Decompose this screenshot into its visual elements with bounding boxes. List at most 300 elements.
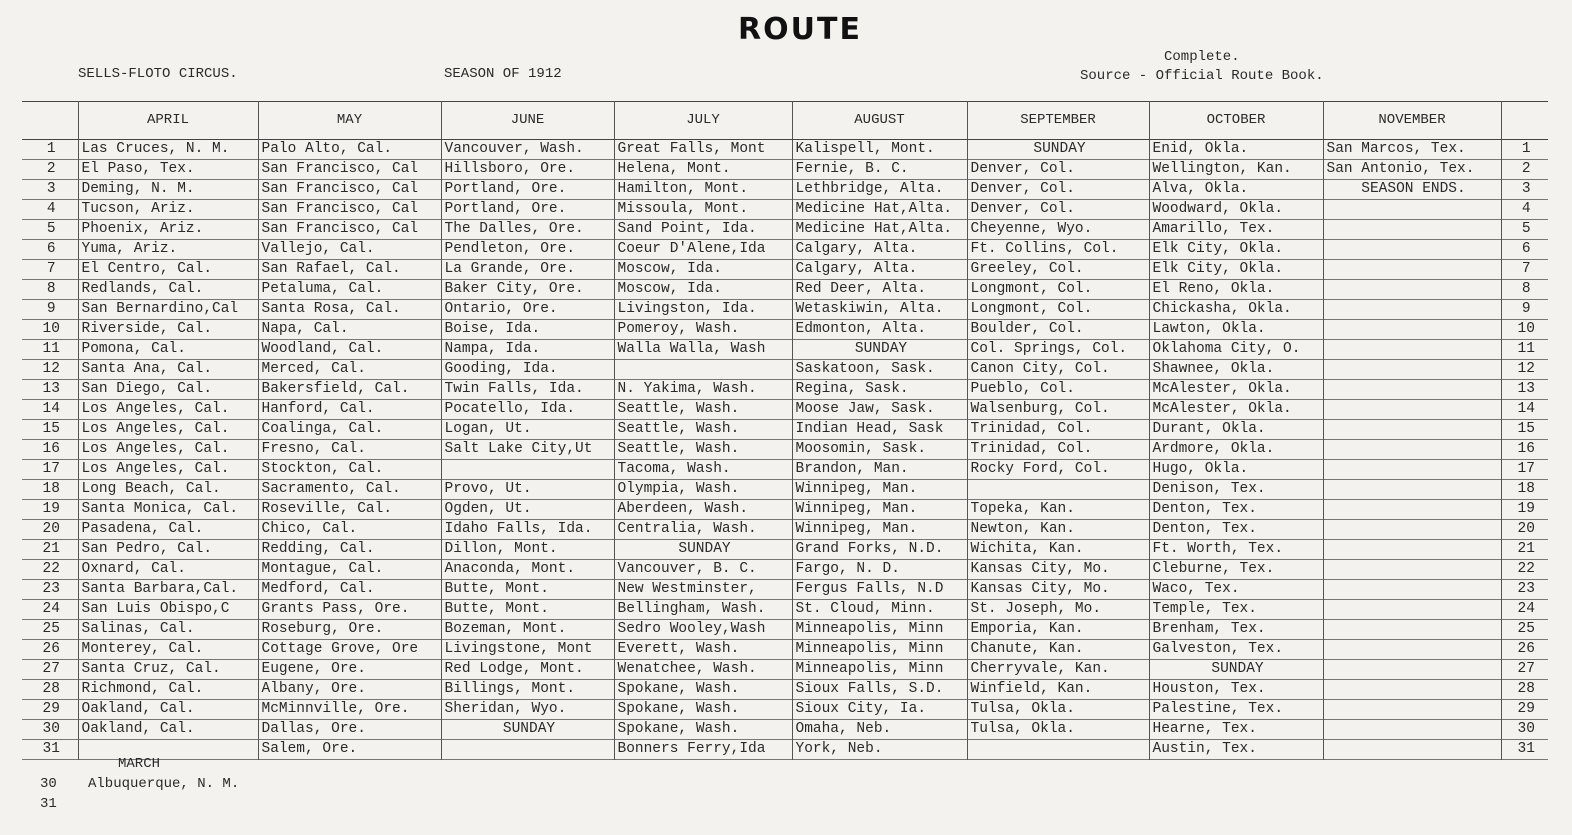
cell-july: Spokane, Wash. bbox=[614, 720, 792, 740]
table-row bbox=[22, 620, 1548, 640]
cell-august: Kalispell, Mont. bbox=[792, 140, 967, 160]
cell-august: Winnipeg, Man. bbox=[792, 520, 967, 540]
cell-august: Calgary, Alta. bbox=[792, 260, 967, 280]
table-row bbox=[22, 500, 1548, 520]
cell-april: Riverside, Cal. bbox=[78, 320, 258, 340]
cell-august: Moosomin, Sask. bbox=[792, 440, 967, 460]
cell-june: Ogden, Ut. bbox=[441, 500, 614, 520]
cell-august: York, Neb. bbox=[792, 740, 967, 760]
cell-june: Butte, Mont. bbox=[441, 600, 614, 620]
cell-july: Sand Point, Ida. bbox=[614, 220, 792, 240]
table-row bbox=[22, 480, 1548, 500]
cell-september: Tulsa, Okla. bbox=[967, 720, 1149, 740]
month-header-september: SEPTEMBER bbox=[967, 102, 1149, 140]
cell-august: Minneapolis, Minn bbox=[792, 660, 967, 680]
table-row bbox=[22, 720, 1548, 740]
march-label: MARCH bbox=[118, 756, 161, 772]
cell-june: Livingstone, Mont bbox=[441, 640, 614, 660]
cell-july: Missoula, Mont. bbox=[614, 200, 792, 220]
cell-may: Montague, Cal. bbox=[258, 560, 441, 580]
cell-july: Helena, Mont. bbox=[614, 160, 792, 180]
table-row bbox=[22, 680, 1548, 700]
cell-september: Trinidad, Col. bbox=[967, 420, 1149, 440]
table-row bbox=[22, 200, 1548, 220]
cell-october: McAlester, Okla. bbox=[1149, 380, 1323, 400]
cell-april: Las Cruces, N. M. bbox=[78, 140, 258, 160]
cell-november: San Marcos, Tex. bbox=[1323, 140, 1501, 160]
cell-september: Greeley, Col. bbox=[967, 260, 1149, 280]
cell-april: Santa Barbara,Cal. bbox=[78, 580, 258, 600]
cell-september: Topeka, Kan. bbox=[967, 500, 1149, 520]
cell-june: Ontario, Ore. bbox=[441, 300, 614, 320]
cell-may: Fresno, Cal. bbox=[258, 440, 441, 460]
cell-may: Coalinga, Cal. bbox=[258, 420, 441, 440]
cell-september: Tulsa, Okla. bbox=[967, 700, 1149, 720]
table-row bbox=[22, 640, 1548, 660]
cell-october: Woodward, Okla. bbox=[1149, 200, 1323, 220]
day-number-right: 19 bbox=[1501, 500, 1548, 520]
cell-may: Eugene, Ore. bbox=[258, 660, 441, 680]
cell-may: Stockton, Cal. bbox=[258, 460, 441, 480]
cell-september: Wichita, Kan. bbox=[967, 540, 1149, 560]
cell-july: Bellingham, Wash. bbox=[614, 600, 792, 620]
cell-june bbox=[441, 460, 614, 480]
cell-august: Saskatoon, Sask. bbox=[792, 360, 967, 380]
table-row bbox=[22, 240, 1548, 260]
day-number: 29 bbox=[42, 701, 60, 717]
cell-august: Winnipeg, Man. bbox=[792, 480, 967, 500]
cell-november bbox=[1323, 380, 1501, 400]
cell-june: Vancouver, Wash. bbox=[441, 140, 614, 160]
table-row bbox=[22, 540, 1548, 560]
day-number-right: 28 bbox=[1501, 680, 1548, 700]
cell-april: El Centro, Cal. bbox=[78, 260, 258, 280]
month-header-november: NOVEMBER bbox=[1323, 102, 1501, 140]
cell-may: San Rafael, Cal. bbox=[258, 260, 441, 280]
cell-october: Denison, Tex. bbox=[1149, 480, 1323, 500]
day-number: 1 bbox=[46, 141, 56, 157]
cell-may: Redding, Cal. bbox=[258, 540, 441, 560]
cell-september: Longmont, Col. bbox=[967, 280, 1149, 300]
cell-april: Redlands, Cal. bbox=[78, 280, 258, 300]
source-note bbox=[1080, 48, 1324, 86]
day-number-right: 15 bbox=[1501, 420, 1548, 440]
route-table bbox=[22, 101, 1548, 760]
cell-may: San Francisco, Cal bbox=[258, 180, 441, 200]
march-day-number: 31 bbox=[40, 796, 57, 812]
day-number: 8 bbox=[46, 281, 56, 297]
cell-august: Minneapolis, Minn bbox=[792, 620, 967, 640]
cell-october: Lawton, Okla. bbox=[1149, 320, 1323, 340]
cell-august: Calgary, Alta. bbox=[792, 240, 967, 260]
cell-july: Tacoma, Wash. bbox=[614, 460, 792, 480]
cell-july: Moscow, Ida. bbox=[614, 260, 792, 280]
cell-november bbox=[1323, 440, 1501, 460]
cell-october: Elk City, Okla. bbox=[1149, 240, 1323, 260]
cell-june: Pendleton, Ore. bbox=[441, 240, 614, 260]
cell-june: Portland, Ore. bbox=[441, 200, 614, 220]
day-number: 20 bbox=[42, 521, 60, 537]
cell-october: Hearne, Tex. bbox=[1149, 720, 1323, 740]
cell-august: Fargo, N. D. bbox=[792, 560, 967, 580]
cell-may: Bakersfield, Cal. bbox=[258, 380, 441, 400]
cell-september: Canon City, Col. bbox=[967, 360, 1149, 380]
cell-may: Palo Alto, Cal. bbox=[258, 140, 441, 160]
day-number: 13 bbox=[42, 381, 60, 397]
table-row bbox=[22, 160, 1548, 180]
cell-may: Roseville, Cal. bbox=[258, 500, 441, 520]
day-number: 28 bbox=[42, 681, 60, 697]
page-title: ROUTE bbox=[738, 12, 862, 47]
cell-october: Brenham, Tex. bbox=[1149, 620, 1323, 640]
cell-july: Aberdeen, Wash. bbox=[614, 500, 792, 520]
day-number-right: 6 bbox=[1501, 240, 1548, 260]
cell-june: Pocatello, Ida. bbox=[441, 400, 614, 420]
cell-june: Twin Falls, Ida. bbox=[441, 380, 614, 400]
day-number-right: 21 bbox=[1501, 540, 1548, 560]
cell-july: N. Yakima, Wash. bbox=[614, 380, 792, 400]
cell-august: Indian Head, Sask bbox=[792, 420, 967, 440]
day-number-right: 30 bbox=[1501, 720, 1548, 740]
march-day-number: 30 bbox=[40, 776, 57, 792]
cell-september: Chanute, Kan. bbox=[967, 640, 1149, 660]
day-number: 7 bbox=[46, 261, 56, 277]
cell-september: Walsenburg, Col. bbox=[967, 400, 1149, 420]
table-row bbox=[22, 140, 1548, 160]
cell-november bbox=[1323, 520, 1501, 540]
cell-september: Ft. Collins, Col. bbox=[967, 240, 1149, 260]
cell-november bbox=[1323, 680, 1501, 700]
cell-july: Sedro Wooley,Wash bbox=[614, 620, 792, 640]
cell-april: Phoenix, Ariz. bbox=[78, 220, 258, 240]
day-number-right: 23 bbox=[1501, 580, 1548, 600]
cell-september: Emporia, Kan. bbox=[967, 620, 1149, 640]
cell-july: Great Falls, Mont bbox=[614, 140, 792, 160]
cell-august: Fergus Falls, N.D bbox=[792, 580, 967, 600]
cell-july: Wenatchee, Wash. bbox=[614, 660, 792, 680]
cell-september: Kansas City, Mo. bbox=[967, 580, 1149, 600]
cell-april: San Luis Obispo,C bbox=[78, 600, 258, 620]
cell-october: Ft. Worth, Tex. bbox=[1149, 540, 1323, 560]
cell-september: Kansas City, Mo. bbox=[967, 560, 1149, 580]
table-row bbox=[22, 180, 1548, 200]
table-row bbox=[22, 300, 1548, 320]
cell-april: Pasadena, Cal. bbox=[78, 520, 258, 540]
day-number-right: 17 bbox=[1501, 460, 1548, 480]
cell-october: Durant, Okla. bbox=[1149, 420, 1323, 440]
cell-october: Shawnee, Okla. bbox=[1149, 360, 1323, 380]
table-row bbox=[22, 280, 1548, 300]
day-number: 2 bbox=[46, 161, 56, 177]
month-header-may: MAY bbox=[258, 102, 441, 140]
cell-september: Cherryvale, Kan. bbox=[967, 660, 1149, 680]
cell-may: Napa, Cal. bbox=[258, 320, 441, 340]
cell-november bbox=[1323, 620, 1501, 640]
cell-june: Red Lodge, Mont. bbox=[441, 660, 614, 680]
day-number: 15 bbox=[42, 421, 60, 437]
day-number-right: 9 bbox=[1501, 300, 1548, 320]
cell-august: SUNDAY bbox=[792, 340, 967, 360]
cell-august: St. Cloud, Minn. bbox=[792, 600, 967, 620]
cell-november bbox=[1323, 660, 1501, 680]
cell-july: Hamilton, Mont. bbox=[614, 180, 792, 200]
cell-october: Hugo, Okla. bbox=[1149, 460, 1323, 480]
route-table-body bbox=[22, 140, 1548, 760]
cell-june: La Grande, Ore. bbox=[441, 260, 614, 280]
table-row bbox=[22, 660, 1548, 680]
cell-june bbox=[441, 740, 614, 760]
table-row bbox=[22, 220, 1548, 240]
cell-may: Dallas, Ore. bbox=[258, 720, 441, 740]
day-number-right: 13 bbox=[1501, 380, 1548, 400]
day-number-right: 29 bbox=[1501, 700, 1548, 720]
cell-april bbox=[78, 740, 258, 760]
cell-april: Monterey, Cal. bbox=[78, 640, 258, 660]
cell-august: Red Deer, Alta. bbox=[792, 280, 967, 300]
cell-october: Denton, Tex. bbox=[1149, 500, 1323, 520]
cell-july: Olympia, Wash. bbox=[614, 480, 792, 500]
cell-july: New Westminster, bbox=[614, 580, 792, 600]
cell-september: Longmont, Col. bbox=[967, 300, 1149, 320]
cell-july: Bonners Ferry,Ida bbox=[614, 740, 792, 760]
cell-october: Austin, Tex. bbox=[1149, 740, 1323, 760]
day-number: 21 bbox=[42, 541, 60, 557]
day-number-right: 3 bbox=[1501, 180, 1548, 200]
cell-april: San Diego, Cal. bbox=[78, 380, 258, 400]
cell-september: Denver, Col. bbox=[967, 200, 1149, 220]
cell-april: San Bernardino,Cal bbox=[78, 300, 258, 320]
cell-august: Medicine Hat,Alta. bbox=[792, 220, 967, 240]
cell-may: San Francisco, Cal bbox=[258, 160, 441, 180]
cell-november bbox=[1323, 240, 1501, 260]
cell-november: San Antonio, Tex. bbox=[1323, 160, 1501, 180]
cell-may: Sacramento, Cal. bbox=[258, 480, 441, 500]
table-row bbox=[22, 400, 1548, 420]
cell-april: Salinas, Cal. bbox=[78, 620, 258, 640]
cell-october: Palestine, Tex. bbox=[1149, 700, 1323, 720]
cell-july: Livingston, Ida. bbox=[614, 300, 792, 320]
cell-september: Denver, Col. bbox=[967, 180, 1149, 200]
cell-may: Chico, Cal. bbox=[258, 520, 441, 540]
cell-november bbox=[1323, 420, 1501, 440]
cell-may: McMinnville, Ore. bbox=[258, 700, 441, 720]
cell-november bbox=[1323, 640, 1501, 660]
cell-april: Santa Monica, Cal. bbox=[78, 500, 258, 520]
day-number: 19 bbox=[42, 501, 60, 517]
day-number: 17 bbox=[42, 461, 60, 477]
cell-november bbox=[1323, 320, 1501, 340]
day-number: 4 bbox=[46, 201, 56, 217]
cell-august: Sioux Falls, S.D. bbox=[792, 680, 967, 700]
cell-november bbox=[1323, 560, 1501, 580]
month-header-october: OCTOBER bbox=[1149, 102, 1323, 140]
cell-april: Tucson, Ariz. bbox=[78, 200, 258, 220]
cell-august: Grand Forks, N.D. bbox=[792, 540, 967, 560]
cell-october: Temple, Tex. bbox=[1149, 600, 1323, 620]
cell-june: Bozeman, Mont. bbox=[441, 620, 614, 640]
cell-june: Portland, Ore. bbox=[441, 180, 614, 200]
cell-september: Pueblo, Col. bbox=[967, 380, 1149, 400]
table-row bbox=[22, 700, 1548, 720]
table-row bbox=[22, 340, 1548, 360]
cell-october: Ardmore, Okla. bbox=[1149, 440, 1323, 460]
cell-july: Moscow, Ida. bbox=[614, 280, 792, 300]
cell-august: Winnipeg, Man. bbox=[792, 500, 967, 520]
cell-june: Provo, Ut. bbox=[441, 480, 614, 500]
cell-november bbox=[1323, 220, 1501, 240]
cell-september: Trinidad, Col. bbox=[967, 440, 1149, 460]
cell-november bbox=[1323, 700, 1501, 720]
cell-august: Edmonton, Alta. bbox=[792, 320, 967, 340]
cell-september bbox=[967, 480, 1149, 500]
cell-june: The Dalles, Ore. bbox=[441, 220, 614, 240]
cell-april: Yuma, Ariz. bbox=[78, 240, 258, 260]
cell-october: Oklahoma City, O. bbox=[1149, 340, 1323, 360]
day-number-right: 5 bbox=[1501, 220, 1548, 240]
day-number: 27 bbox=[42, 661, 60, 677]
table-row bbox=[22, 520, 1548, 540]
table-row bbox=[22, 440, 1548, 460]
cell-august: Fernie, B. C. bbox=[792, 160, 967, 180]
circus-name: SELLS-FLOTO CIRCUS. bbox=[78, 66, 238, 82]
cell-november: SEASON ENDS. bbox=[1323, 180, 1501, 200]
cell-october: Enid, Okla. bbox=[1149, 140, 1323, 160]
cell-april: Richmond, Cal. bbox=[78, 680, 258, 700]
cell-july: Spokane, Wash. bbox=[614, 700, 792, 720]
cell-june: Baker City, Ore. bbox=[441, 280, 614, 300]
cell-september: Boulder, Col. bbox=[967, 320, 1149, 340]
cell-april: Pomona, Cal. bbox=[78, 340, 258, 360]
cell-october: Alva, Okla. bbox=[1149, 180, 1323, 200]
cell-november bbox=[1323, 540, 1501, 560]
cell-october: SUNDAY bbox=[1149, 660, 1323, 680]
cell-october: Galveston, Tex. bbox=[1149, 640, 1323, 660]
cell-july: Coeur D'Alene,Ida bbox=[614, 240, 792, 260]
cell-june: Gooding, Ida. bbox=[441, 360, 614, 380]
cell-october: Chickasha, Okla. bbox=[1149, 300, 1323, 320]
cell-may: Grants Pass, Ore. bbox=[258, 600, 441, 620]
day-number-right: 25 bbox=[1501, 620, 1548, 640]
table-row bbox=[22, 420, 1548, 440]
cell-june: Dillon, Mont. bbox=[441, 540, 614, 560]
cell-may: Woodland, Cal. bbox=[258, 340, 441, 360]
cell-may: Medford, Cal. bbox=[258, 580, 441, 600]
day-number: 5 bbox=[46, 221, 56, 237]
cell-may: Petaluma, Cal. bbox=[258, 280, 441, 300]
day-number-right: 27 bbox=[1501, 660, 1548, 680]
table-row bbox=[22, 320, 1548, 340]
cell-april: San Pedro, Cal. bbox=[78, 540, 258, 560]
day-number: 22 bbox=[42, 561, 60, 577]
day-number-right: 8 bbox=[1501, 280, 1548, 300]
table-row bbox=[22, 260, 1548, 280]
cell-april: Deming, N. M. bbox=[78, 180, 258, 200]
table-row bbox=[22, 740, 1548, 760]
cell-june: SUNDAY bbox=[441, 720, 614, 740]
cell-june: Nampa, Ida. bbox=[441, 340, 614, 360]
table-row bbox=[22, 360, 1548, 380]
cell-june: Billings, Mont. bbox=[441, 680, 614, 700]
cell-july: Seattle, Wash. bbox=[614, 440, 792, 460]
cell-november bbox=[1323, 300, 1501, 320]
month-header-june: JUNE bbox=[441, 102, 614, 140]
cell-november bbox=[1323, 280, 1501, 300]
cell-june: Hillsboro, Ore. bbox=[441, 160, 614, 180]
day-number: 9 bbox=[46, 301, 56, 317]
day-number-right: 2 bbox=[1501, 160, 1548, 180]
cell-may: Santa Rosa, Cal. bbox=[258, 300, 441, 320]
cell-june: Boise, Ida. bbox=[441, 320, 614, 340]
day-number-right: 22 bbox=[1501, 560, 1548, 580]
cell-july: Seattle, Wash. bbox=[614, 400, 792, 420]
cell-july bbox=[614, 360, 792, 380]
day-number: 16 bbox=[42, 441, 60, 457]
cell-september: Denver, Col. bbox=[967, 160, 1149, 180]
day-number-right: 18 bbox=[1501, 480, 1548, 500]
cell-april: El Paso, Tex. bbox=[78, 160, 258, 180]
day-number-right: 20 bbox=[1501, 520, 1548, 540]
cell-september: Col. Springs, Col. bbox=[967, 340, 1149, 360]
cell-april: Oxnard, Cal. bbox=[78, 560, 258, 580]
cell-april: Los Angeles, Cal. bbox=[78, 440, 258, 460]
cell-may: San Francisco, Cal bbox=[258, 200, 441, 220]
cell-october: El Reno, Okla. bbox=[1149, 280, 1323, 300]
cell-november bbox=[1323, 720, 1501, 740]
cell-june: Salt Lake City,Ut bbox=[441, 440, 614, 460]
table-row bbox=[22, 600, 1548, 620]
cell-september bbox=[967, 740, 1149, 760]
day-number-right: 31 bbox=[1501, 740, 1548, 760]
cell-september: St. Joseph, Mo. bbox=[967, 600, 1149, 620]
cell-june: Anaconda, Mont. bbox=[441, 560, 614, 580]
cell-october: Houston, Tex. bbox=[1149, 680, 1323, 700]
cell-august: Medicine Hat,Alta. bbox=[792, 200, 967, 220]
day-number-right: 24 bbox=[1501, 600, 1548, 620]
cell-october: Denton, Tex. bbox=[1149, 520, 1323, 540]
day-number: 31 bbox=[42, 741, 60, 757]
cell-july: Vancouver, B. C. bbox=[614, 560, 792, 580]
cell-july: Everett, Wash. bbox=[614, 640, 792, 660]
cell-november bbox=[1323, 580, 1501, 600]
day-number: 12 bbox=[42, 361, 60, 377]
cell-november bbox=[1323, 740, 1501, 760]
day-number-right: 10 bbox=[1501, 320, 1548, 340]
month-header-august: AUGUST bbox=[792, 102, 967, 140]
cell-november bbox=[1323, 340, 1501, 360]
march-city: Albuquerque, N. M. bbox=[88, 776, 240, 792]
cell-august: Wetaskiwin, Alta. bbox=[792, 300, 967, 320]
cell-october: Cleburne, Tex. bbox=[1149, 560, 1323, 580]
cell-october: Waco, Tex. bbox=[1149, 580, 1323, 600]
cell-september: Winfield, Kan. bbox=[967, 680, 1149, 700]
status-text: Complete. bbox=[1164, 49, 1240, 65]
table-row bbox=[22, 380, 1548, 400]
cell-may: Salem, Ore. bbox=[258, 740, 441, 760]
cell-september: SUNDAY bbox=[967, 140, 1149, 160]
cell-august: Moose Jaw, Sask. bbox=[792, 400, 967, 420]
cell-august: Sioux City, Ia. bbox=[792, 700, 967, 720]
month-header-july: JULY bbox=[614, 102, 792, 140]
day-number: 26 bbox=[42, 641, 60, 657]
day-number-right: 14 bbox=[1501, 400, 1548, 420]
cell-may: Vallejo, Cal. bbox=[258, 240, 441, 260]
cell-august: Minneapolis, Minn bbox=[792, 640, 967, 660]
table-row bbox=[22, 580, 1548, 600]
cell-june: Logan, Ut. bbox=[441, 420, 614, 440]
cell-april: Long Beach, Cal. bbox=[78, 480, 258, 500]
cell-september: Rocky Ford, Col. bbox=[967, 460, 1149, 480]
cell-july: Walla Walla, Wash bbox=[614, 340, 792, 360]
